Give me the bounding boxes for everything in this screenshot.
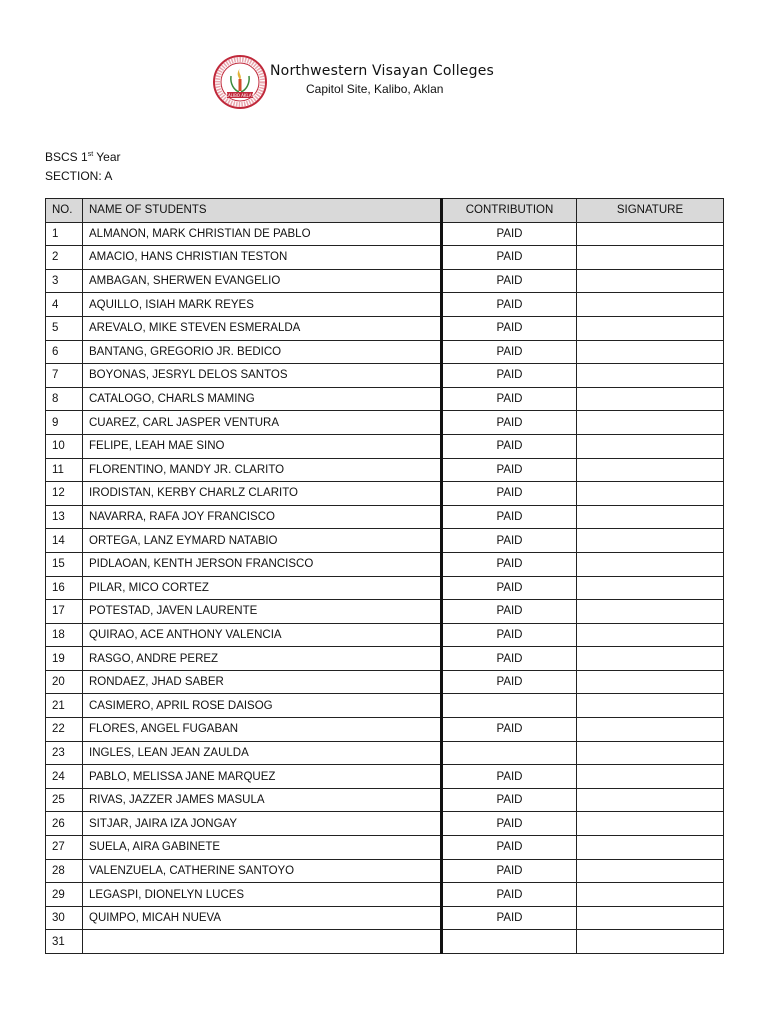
college-seal-icon bbox=[212, 54, 268, 110]
row-number: 18 bbox=[46, 623, 83, 647]
college-name: Northwestern Visayan Colleges bbox=[270, 62, 494, 79]
row-number: 26 bbox=[46, 812, 83, 836]
student-name: PABLO, MELISSA JANE MARQUEZ bbox=[83, 765, 442, 789]
signature-cell bbox=[577, 859, 724, 883]
row-number: 29 bbox=[46, 883, 83, 907]
course-label: BSCS 1 bbox=[45, 150, 88, 164]
contribution-status: PAID bbox=[442, 246, 577, 270]
student-name: FELIPE, LEAH MAE SINO bbox=[83, 434, 442, 458]
signature-cell bbox=[577, 765, 724, 789]
signature-cell bbox=[577, 434, 724, 458]
student-name: AQUILLO, ISIAH MARK REYES bbox=[83, 293, 442, 317]
letterhead bbox=[212, 54, 494, 110]
table-row bbox=[46, 859, 724, 883]
signature-cell bbox=[577, 222, 724, 246]
roster-body bbox=[46, 222, 724, 953]
row-number: 12 bbox=[46, 482, 83, 506]
contribution-status: PAID bbox=[442, 529, 577, 553]
contribution-status: PAID bbox=[442, 458, 577, 482]
student-name: PILAR, MICO CORTEZ bbox=[83, 576, 442, 600]
row-number: 7 bbox=[46, 364, 83, 388]
student-name bbox=[83, 930, 442, 954]
signature-cell bbox=[577, 647, 724, 671]
row-number: 13 bbox=[46, 505, 83, 529]
contribution-status: PAID bbox=[442, 269, 577, 293]
row-number: 21 bbox=[46, 694, 83, 718]
signature-cell bbox=[577, 883, 724, 907]
contribution-status: PAID bbox=[442, 293, 577, 317]
table-row bbox=[46, 600, 724, 624]
contribution-status: PAID bbox=[442, 576, 577, 600]
student-name: IRODISTAN, KERBY CHARLZ CLARITO bbox=[83, 482, 442, 506]
signature-cell bbox=[577, 364, 724, 388]
student-name: BANTANG, GREGORIO JR. BEDICO bbox=[83, 340, 442, 364]
year-superscript: st bbox=[87, 151, 94, 158]
student-name: AREVALO, MIKE STEVEN ESMERALDA bbox=[83, 316, 442, 340]
contribution-status: PAID bbox=[442, 434, 577, 458]
table-row bbox=[46, 316, 724, 340]
contribution-status: PAID bbox=[442, 859, 577, 883]
table-row bbox=[46, 269, 724, 293]
table-row bbox=[46, 576, 724, 600]
table-row bbox=[46, 670, 724, 694]
row-number: 22 bbox=[46, 718, 83, 742]
header-no: NO. bbox=[46, 199, 83, 223]
student-name: AMACIO, HANS CHRISTIAN TESTON bbox=[83, 246, 442, 270]
student-name: NAVARRA, RAFA JOY FRANCISCO bbox=[83, 505, 442, 529]
signature-cell bbox=[577, 670, 724, 694]
table-row bbox=[46, 718, 724, 742]
header-signature: SIGNATURE bbox=[577, 199, 724, 223]
contribution-status: PAID bbox=[442, 387, 577, 411]
signature-cell bbox=[577, 552, 724, 576]
contribution-status: PAID bbox=[442, 316, 577, 340]
signature-cell bbox=[577, 458, 724, 482]
student-name: POTESTAD, JAVEN LAURENTE bbox=[83, 600, 442, 624]
signature-cell bbox=[577, 600, 724, 624]
student-name: ALMANON, MARK CHRISTIAN DE PABLO bbox=[83, 222, 442, 246]
row-number: 27 bbox=[46, 836, 83, 860]
course-year bbox=[45, 145, 121, 167]
header-name: NAME OF STUDENTS bbox=[83, 199, 442, 223]
row-number: 1 bbox=[46, 222, 83, 246]
student-name: ORTEGA, LANZ EYMARD NATABIO bbox=[83, 529, 442, 553]
contribution-status bbox=[442, 930, 577, 954]
contribution-status: PAID bbox=[442, 883, 577, 907]
row-number: 28 bbox=[46, 859, 83, 883]
signature-cell bbox=[577, 906, 724, 930]
contribution-status: PAID bbox=[442, 836, 577, 860]
signature-cell bbox=[577, 694, 724, 718]
signature-cell bbox=[577, 316, 724, 340]
table-row bbox=[46, 647, 724, 671]
row-number: 24 bbox=[46, 765, 83, 789]
row-number: 17 bbox=[46, 600, 83, 624]
table-row bbox=[46, 812, 724, 836]
signature-cell bbox=[577, 482, 724, 506]
student-name: VALENZUELA, CATHERINE SANTOYO bbox=[83, 859, 442, 883]
table-row bbox=[46, 482, 724, 506]
table-row bbox=[46, 836, 724, 860]
contribution-status: PAID bbox=[442, 906, 577, 930]
row-number: 19 bbox=[46, 647, 83, 671]
table-row bbox=[46, 883, 724, 907]
row-number: 31 bbox=[46, 930, 83, 954]
row-number: 3 bbox=[46, 269, 83, 293]
contribution-status: PAID bbox=[442, 340, 577, 364]
student-roster-table bbox=[45, 198, 724, 954]
signature-cell bbox=[577, 411, 724, 435]
table-row bbox=[46, 552, 724, 576]
section-label: SECTION: A bbox=[45, 169, 113, 183]
table-row bbox=[46, 623, 724, 647]
table-row bbox=[46, 458, 724, 482]
contribution-status: PAID bbox=[442, 670, 577, 694]
student-name: RASGO, ANDRE PEREZ bbox=[83, 647, 442, 671]
signature-cell bbox=[577, 529, 724, 553]
table-row bbox=[46, 387, 724, 411]
row-number: 25 bbox=[46, 788, 83, 812]
table-row bbox=[46, 434, 724, 458]
year-label: Year bbox=[93, 150, 121, 164]
row-number: 8 bbox=[46, 387, 83, 411]
row-number: 2 bbox=[46, 246, 83, 270]
signature-cell bbox=[577, 836, 724, 860]
student-name: QUIMPO, MICAH NUEVA bbox=[83, 906, 442, 930]
table-row bbox=[46, 364, 724, 388]
student-name: FLORES, ANGEL FUGABAN bbox=[83, 718, 442, 742]
contribution-status: PAID bbox=[442, 788, 577, 812]
contribution-status: PAID bbox=[442, 718, 577, 742]
row-number: 14 bbox=[46, 529, 83, 553]
student-name: SUELA, AIRA GABINETE bbox=[83, 836, 442, 860]
college-address: Capitol Site, Kalibo, Aklan bbox=[306, 81, 444, 96]
table-row bbox=[46, 222, 724, 246]
table-row bbox=[46, 788, 724, 812]
student-name: CUAREZ, CARL JASPER VENTURA bbox=[83, 411, 442, 435]
signature-cell bbox=[577, 930, 724, 954]
table-row bbox=[46, 906, 724, 930]
contribution-status: PAID bbox=[442, 364, 577, 388]
table-row bbox=[46, 340, 724, 364]
table-row bbox=[46, 694, 724, 718]
contribution-status: PAID bbox=[442, 623, 577, 647]
student-name: QUIRAO, ACE ANTHONY VALENCIA bbox=[83, 623, 442, 647]
signature-cell bbox=[577, 246, 724, 270]
student-name: SITJAR, JAIRA IZA JONGAY bbox=[83, 812, 442, 836]
table-header-row bbox=[46, 199, 724, 223]
contribution-status: PAID bbox=[442, 600, 577, 624]
signature-cell bbox=[577, 340, 724, 364]
row-number: 30 bbox=[46, 906, 83, 930]
contribution-status bbox=[442, 741, 577, 765]
contribution-status: PAID bbox=[442, 812, 577, 836]
signature-cell bbox=[577, 387, 724, 411]
row-number: 11 bbox=[46, 458, 83, 482]
row-number: 6 bbox=[46, 340, 83, 364]
row-number: 20 bbox=[46, 670, 83, 694]
row-number: 5 bbox=[46, 316, 83, 340]
table-row bbox=[46, 505, 724, 529]
table-row bbox=[46, 293, 724, 317]
signature-cell bbox=[577, 812, 724, 836]
seal-bottom-text: KALIBO AKLAN bbox=[225, 92, 255, 98]
table-row bbox=[46, 765, 724, 789]
student-name: CATALOGO, CHARLS MAMING bbox=[83, 387, 442, 411]
signature-cell bbox=[577, 741, 724, 765]
row-number: 15 bbox=[46, 552, 83, 576]
student-name: RIVAS, JAZZER JAMES MASULA bbox=[83, 788, 442, 812]
contribution-status: PAID bbox=[442, 222, 577, 246]
student-name: FLORENTINO, MANDY JR. CLARITO bbox=[83, 458, 442, 482]
contribution-status bbox=[442, 694, 577, 718]
signature-cell bbox=[577, 718, 724, 742]
table-row bbox=[46, 246, 724, 270]
header-contribution: CONTRIBUTION bbox=[442, 199, 577, 223]
signature-cell bbox=[577, 576, 724, 600]
class-info bbox=[45, 145, 121, 186]
contribution-status: PAID bbox=[442, 505, 577, 529]
signature-cell bbox=[577, 269, 724, 293]
row-number: 10 bbox=[46, 434, 83, 458]
signature-cell bbox=[577, 505, 724, 529]
contribution-status: PAID bbox=[442, 411, 577, 435]
table-row bbox=[46, 930, 724, 954]
student-name: PIDLAOAN, KENTH JERSON FRANCISCO bbox=[83, 552, 442, 576]
contribution-status: PAID bbox=[442, 647, 577, 671]
table-row bbox=[46, 529, 724, 553]
student-name: CASIMERO, APRIL ROSE DAISOG bbox=[83, 694, 442, 718]
contribution-status: PAID bbox=[442, 552, 577, 576]
student-name: AMBAGAN, SHERWEN EVANGELIO bbox=[83, 269, 442, 293]
signature-cell bbox=[577, 623, 724, 647]
student-name: LEGASPI, DIONELYN LUCES bbox=[83, 883, 442, 907]
table-row bbox=[46, 741, 724, 765]
signature-cell bbox=[577, 293, 724, 317]
contribution-status: PAID bbox=[442, 765, 577, 789]
row-number: 4 bbox=[46, 293, 83, 317]
contribution-status: PAID bbox=[442, 482, 577, 506]
row-number: 9 bbox=[46, 411, 83, 435]
signature-cell bbox=[577, 788, 724, 812]
student-name: INGLES, LEAN JEAN ZAULDA bbox=[83, 741, 442, 765]
student-name: RONDAEZ, JHAD SABER bbox=[83, 670, 442, 694]
row-number: 23 bbox=[46, 741, 83, 765]
table-row bbox=[46, 411, 724, 435]
row-number: 16 bbox=[46, 576, 83, 600]
student-name: BOYONAS, JESRYL DELOS SANTOS bbox=[83, 364, 442, 388]
